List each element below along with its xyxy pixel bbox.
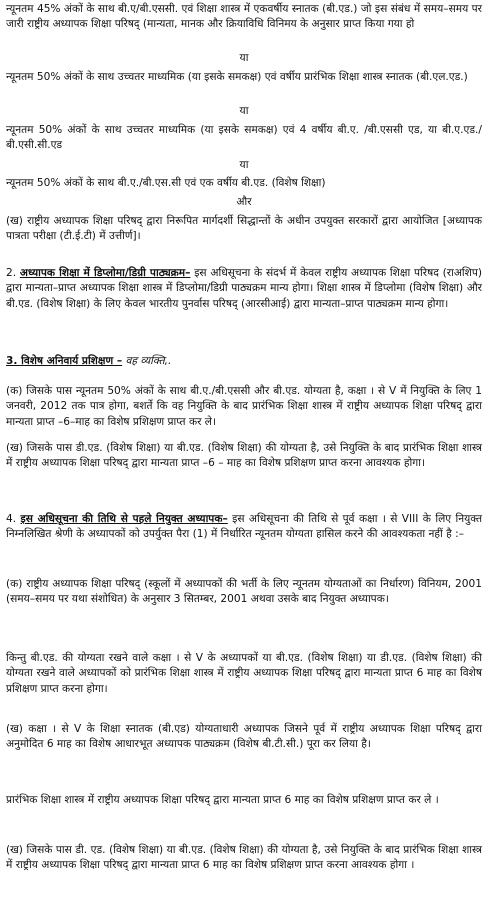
section-3-title <box>6 354 482 369</box>
or-separator: या <box>239 105 249 117</box>
section-2-paragraph <box>6 266 482 312</box>
qualification-special-education: न्यूनतम 50% अंकों के साथ बी.ए./बी.एस.सी एवं एक वर्षीय बी.एड. (विशेष शिक्षा) <box>6 177 326 189</box>
section-2-text: इस अधिसूचना के संदर्भ में केवल राष्ट्रीय अध्यापक शिक्षा परिषद (राअशिप) द्वारा मान्यता–प्राप्त अध्यापक शिक्षा शास्त्र में डिप्लोमा/डिग्री पाठ्यक्रम मान्य होगा। शिक्षा शास्त्र में डिप्लोमा (विशेष शिक्षा) और बी.एड. (विशेष शिक्षा) के लिए केवल भारतीय पुनर्वास परिषद् (आरसीआई) द्वारा मान्यता–प्राप्त पाठ्यक्रम मान्य होगा। <box>6 267 483 310</box>
qualification-ba-bed: न्यूनतम 45% अंकों के साथ बी.ए/बी.एससी. एवं शिक्षा शास्त्र में एकवर्षीय स्नातक (बी.एड.) जो इस संबंध में समय–समय पर जारी राष्ट्रीय अध्यापक शिक्षा परिषद् (मान्यता, मानक और क्रियाविधि विनिमय के अनुसार प्राप्त किया गया हो <box>6 3 482 31</box>
qualification-bled: न्यूनतम 50% अंकों के साथ उच्चतर माध्यमिक (या इसके समकक्ष) एवं वर्षीय प्रारंभिक शिक्षा शास्त्र स्नातक (बी.एल.एड.) <box>6 71 468 83</box>
section-3-heading: 3. विशेष अनिवार्य प्रशिक्षण – <box>6 355 123 367</box>
section-4-paragraph <box>6 512 482 543</box>
section-4-proviso: किन्तु बी.एड. की योग्यता रखने वाले कक्षा । से V के अध्यापकों या बी.एड. (विशेष शिक्षा) या डी.एड. (विशेष शिक्षा) की योग्यता रखने वाले अध्यापकों को प्रारंभिक शिक्षा शास्त्र में राष्ट्रीय अध्यापक शिक्षा परिषद् द्वारा मान्यता प्राप्त 6 माह का विशेष प्रशिक्षण प्राप्त करना होगा। <box>6 652 482 695</box>
section-4-clause-b-special: (ख) जिसके पास डी. एड. (विशेष शिक्षा) या बी.एड. (विशेष शिक्षा) की योग्यता है, उसे नियुक्ति के बाद प्रारंभिक शिक्षा शास्त्र में राष्ट्रीय अध्यापक शिक्षा परिषद् द्वारा मान्यता प्राप्त 6 माह का विशेष प्रशिक्षण प्राप्त करना आवश्यक होगा । <box>6 844 482 872</box>
section-4-clause-a: (क) राष्ट्रीय अध्यापक शिक्षा परिषद् (स्कूलों में अध्यापकों की भर्ती के लिए न्यूनतम योग्यताओं का निर्धारण) विनियम, 2001 (समय–समय पर यथा संशोधित) के अनुसार 3 सितम्बर, 2001 अथवा उसके बाद नियुक्त अध्यापक। <box>6 578 482 606</box>
and-separator: और <box>236 196 252 208</box>
section-2-number: 2. <box>6 267 17 279</box>
tet-requirement: (ख) राष्ट्रीय अध्यापक शिक्षा परिषद् द्वारा निरूपित मार्गदर्शी सिद्धान्तों के अधीन उपयुक्त सरकारों द्वारा आयोजित [अध्यापक पात्रता परीक्षा (टी.ई.टी) में उत्तीर्ण]। <box>6 215 482 243</box>
section-4-heading: इस अधिसूचना की तिथि से पहले नियुक्त अध्यापक– <box>20 513 228 525</box>
section-4-training-note: प्रारंभिक शिक्षा शास्त्र में राष्ट्रीय अध्यापक शिक्षा परिषद् द्वारा मान्यता प्राप्त 6 माह का विशेष प्रशिक्षण प्राप्त कर ले । <box>6 794 439 806</box>
section-3-clause-b: (ख) जिसके पास डी.एड. (विशेष शिक्षा) या बी.एड. (विशेष शिक्षा) की योग्यता है, उसे नियुक्ति के बाद प्रारंभिक शिक्षा शास्त्र में राष्ट्रीय अध्यापक शिक्षा परिषद् द्वारा मान्यता प्राप्त –6 – माह का विशेष प्रशिक्षण प्राप्त करना आवश्यक होगा। <box>6 442 482 470</box>
section-4-text: इस अधिसूचना की तिथि से पूर्व कक्षा । से VIII के लिए नियुक्त निम्नलिखित श्रेणी के अध्यापकों को उपर्युक्त पैरा (1) में निर्धारित न्यूनतम योग्यता हासिल करने की आवश्यकता नहीं है :– <box>6 513 482 541</box>
section-4-number: 4. <box>6 513 17 525</box>
section-3-clause-a: (क) जिसके पास न्यूनतम 50% अंकों के साथ बी.ए./बी.एससी और बी.एड. योग्यता है, कक्षा । से V में नियुक्ति के लिए 1 जनवरी, 2012 तक पात्र होगा, बशर्ते कि वह नियुक्ति के बाद प्रारंभिक शिक्षा शास्त्र में राष्ट्रीय अध्यापक शिक्षा परिषद् द्वारा मान्यता प्राप्त –6–माह का विशेष प्रशिक्षण प्राप्त कर ले। <box>6 385 482 428</box>
section-3-tail: वह व्यक्ति,. <box>122 355 172 367</box>
or-separator: या <box>239 52 249 64</box>
or-separator: या <box>239 159 249 171</box>
section-4-clause-b: (ख) कक्षा । से V के शिक्षा स्नातक (बी.एड) योग्यताधारी अध्यापक जिसने पूर्व में राष्ट्रीय अध्यापक शिक्षा परिषद् द्वारा अनुमोदित 6 माह का विशेष आधारभूत अध्यापक पाठ्यक्रम (विशेष बी.टी.सी.) पूरा कर लिया है। <box>6 723 482 751</box>
qualification-integrated: न्यूनतम 50% अंकों के साथ उच्चतर माध्यमिक (या इसके समकक्ष) एवं 4 वर्षीय बी.ए. /बी.एससी एड, या बी.ए.एड./बी.एसी.सी.एड <box>6 124 482 152</box>
section-2-heading: अध्यापक शिक्षा में डिप्लोमा/डिग्री पाठ्यक्रम– <box>19 267 191 279</box>
